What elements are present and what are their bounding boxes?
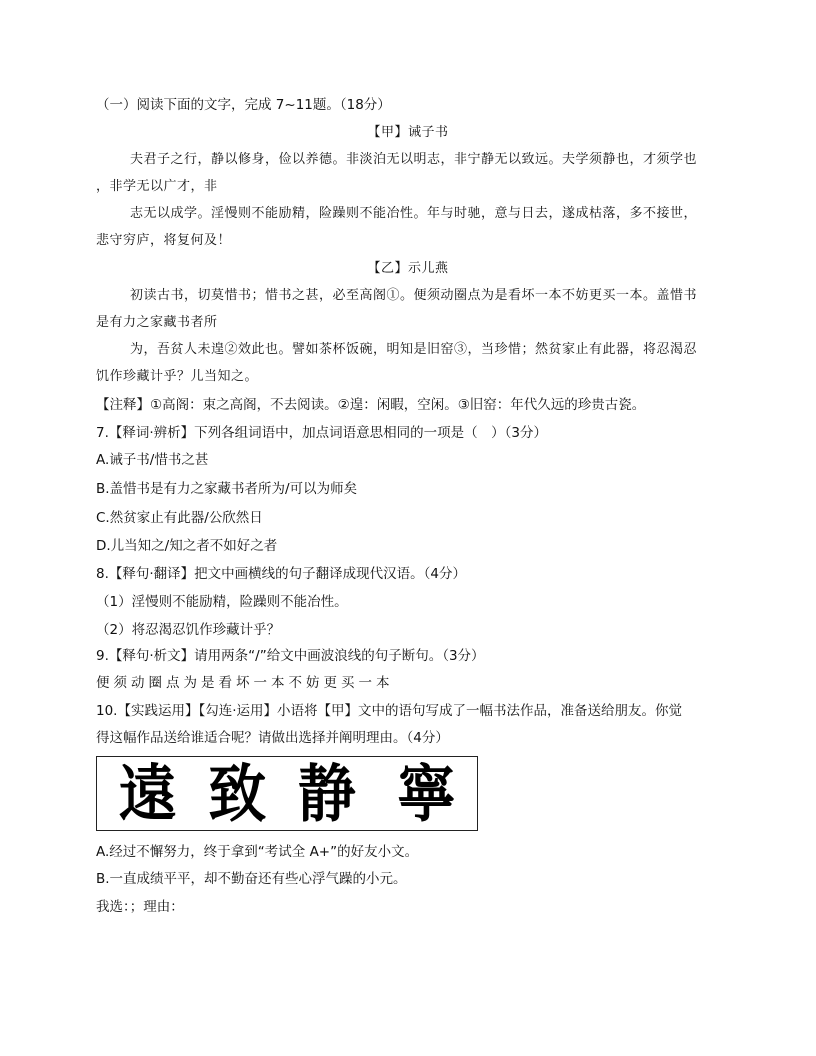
notes: 【注释】①高阁：束之高阁，不去阅读。②遑：闲暇，空闲。③旧窑：年代久远的珍贵古瓷。 [96,397,646,413]
q7-option-a: A.诫子书/惜书之甚 [96,452,209,468]
text-a-line-1: 夫君子之行，静以修身，俭以养德。非淡泊无以明志，非宁静无以致远。夫学须静也，才须学也 [130,152,698,167]
q8-item-1: （1）淫慢则不能励精，险躁则不能冶性。 [96,594,348,610]
text-b-line-3: 为，吾贫人未遑②效此也。譬如茶杯饭碗，明知是旧窑③，当珍惜；然贫家止有此器，将忍渴忍 [130,342,698,357]
q10-option-b: B.一直成绩平平，却不勤奋还有些心浮气躁的小元。 [96,871,407,887]
text-a-title: 【甲】诫子书 [367,125,449,140]
q9-sentence: 便须动圈点为是看坏一本不妨更买一本 [96,675,394,691]
text-b-line-4: 饥作珍藏计乎？儿当知之。 [96,369,259,384]
q10-stem-line-2: 得这幅作品送给谁适合呢？请做出选择并阐明理由。（4分） [96,730,449,746]
calligraphy-char-1: 遠 [118,756,177,831]
text-a-line-2: ，非学无以广才，非 [96,179,218,194]
q10-answer-prompt: 我选：；理由： [96,899,184,915]
calligraphy-char-4: 寧 [397,756,456,831]
q10-option-a: A.经过不懈努力，终于拿到“考试全 A+”的好友小文。 [96,844,419,860]
text-a-line-4: 悲守穷庐，将复何及！ [96,233,232,248]
q7-option-c: C.然贫家止有此器/公欣然日 [96,510,263,526]
calligraphy-char-3: 静 [297,756,356,831]
text-b-title: 【乙】示儿燕 [367,261,449,276]
section-header: （一）阅读下面的文字，完成 7~11题。（18分） [96,97,391,113]
calligraphy-char-2: 致 [208,756,267,831]
text-a-line-3: 志无以成学。淫慢则不能励精，险躁则不能冶性。年与时驰，意与日去，遂成枯落，多不接世， [130,206,698,221]
q9-stem: 9.【释句·析文】请用两条“/”给文中画波浪线的句子断句。（3分） [96,648,485,664]
q7-option-d: D.儿当知之/知之者不如好之者 [96,538,278,554]
q10-stem-line-1: 10.【实践运用】【勾连·运用】小语将【甲】文中的语句写成了一幅书法作品，准备送给朋友。你觉 [96,703,683,719]
text-b-line-1: 初读古书，切莫惜书；惜书之甚，必至高阁①。便须动圈点为是看坏一本不妨更买一本。盖惜书 [130,288,698,303]
text-b-line-2: 是有力之家藏书者所 [96,315,218,330]
q8-item-2: （2）将忍渴忍饥作珍藏计乎？ [96,622,281,638]
q8-stem: 8.【释句·翻译】把文中画横线的句子翻译成现代汉语。（4分） [96,566,467,582]
q7-stem: 7.【释词·辨析】下列各组词语中，加点词语意思相同的一项是（ ）（3分） [96,425,548,441]
calligraphy-artwork [96,756,478,831]
q7-option-b: B.盖惜书是有力之家藏书者所为/可以为师矣 [96,481,358,497]
